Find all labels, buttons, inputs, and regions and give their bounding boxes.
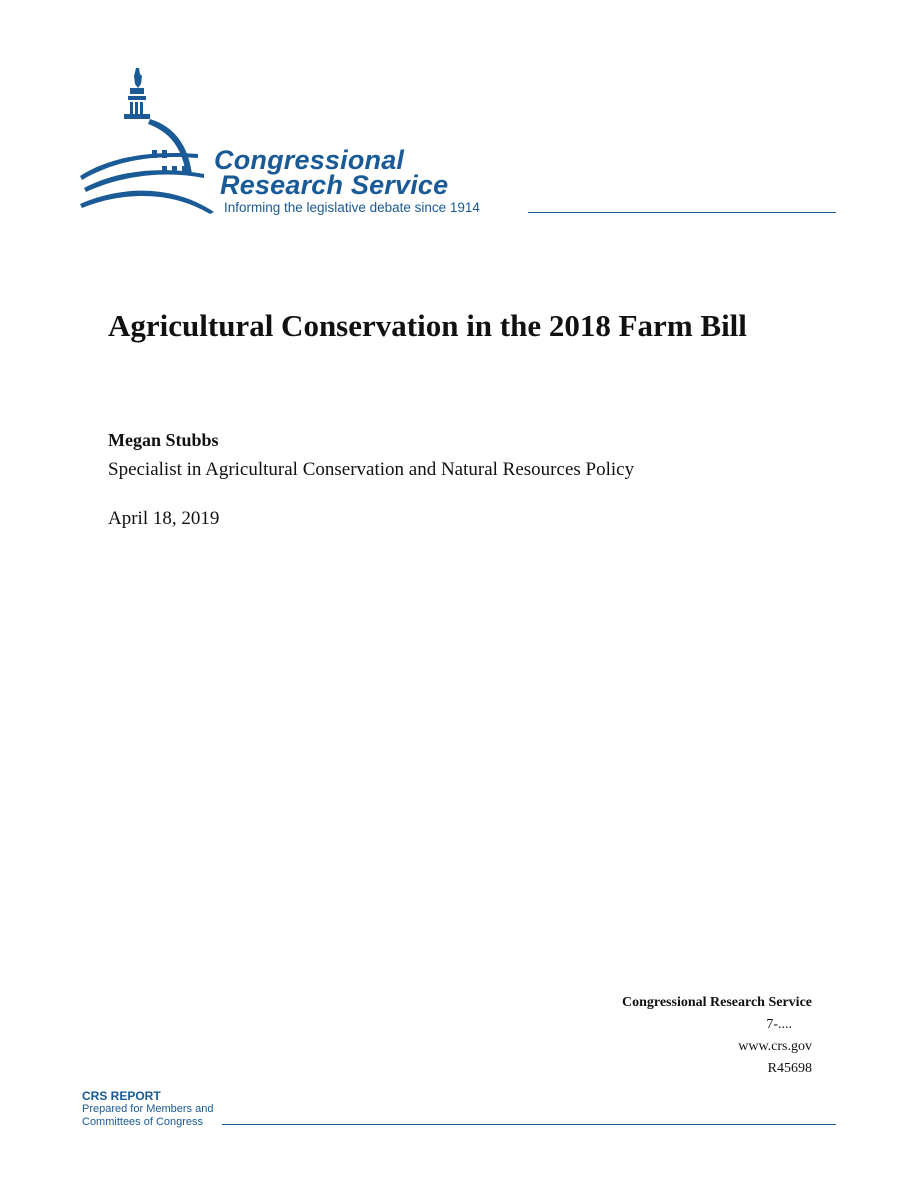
report-title: Agricultural Conservation in the 2018 Farm Bill: [108, 308, 747, 343]
footer-rule: [222, 1124, 836, 1125]
footer-line3: Committees of Congress: [82, 1116, 204, 1128]
logo-name-line1: Congressional: [214, 145, 405, 175]
publisher-name: Congressional Research Service: [621, 995, 812, 1010]
author-title: Specialist in Agricultural Conservation and Natural Resources Policy: [108, 459, 635, 480]
report-id: R45698: [767, 1061, 812, 1076]
logo-tagline: Informing the legislative debate since 1914: [224, 200, 480, 215]
report-date: April 18, 2019: [108, 508, 220, 529]
logo-name-line2: Research Service: [220, 170, 449, 200]
footer-label: CRS REPORT: [82, 1089, 161, 1103]
logo-rule: [528, 212, 836, 213]
footer-line2: Prepared for Members and: [82, 1103, 214, 1115]
crs-logo: [78, 66, 838, 226]
publisher-block: [622, 992, 812, 1080]
footer-block: [82, 1090, 213, 1129]
author-name: Megan Stubbs: [108, 430, 219, 450]
capitol-dome-icon: [78, 66, 218, 218]
publisher-website: www.crs.gov: [738, 1039, 812, 1054]
publisher-number: 7-....: [766, 1017, 792, 1032]
